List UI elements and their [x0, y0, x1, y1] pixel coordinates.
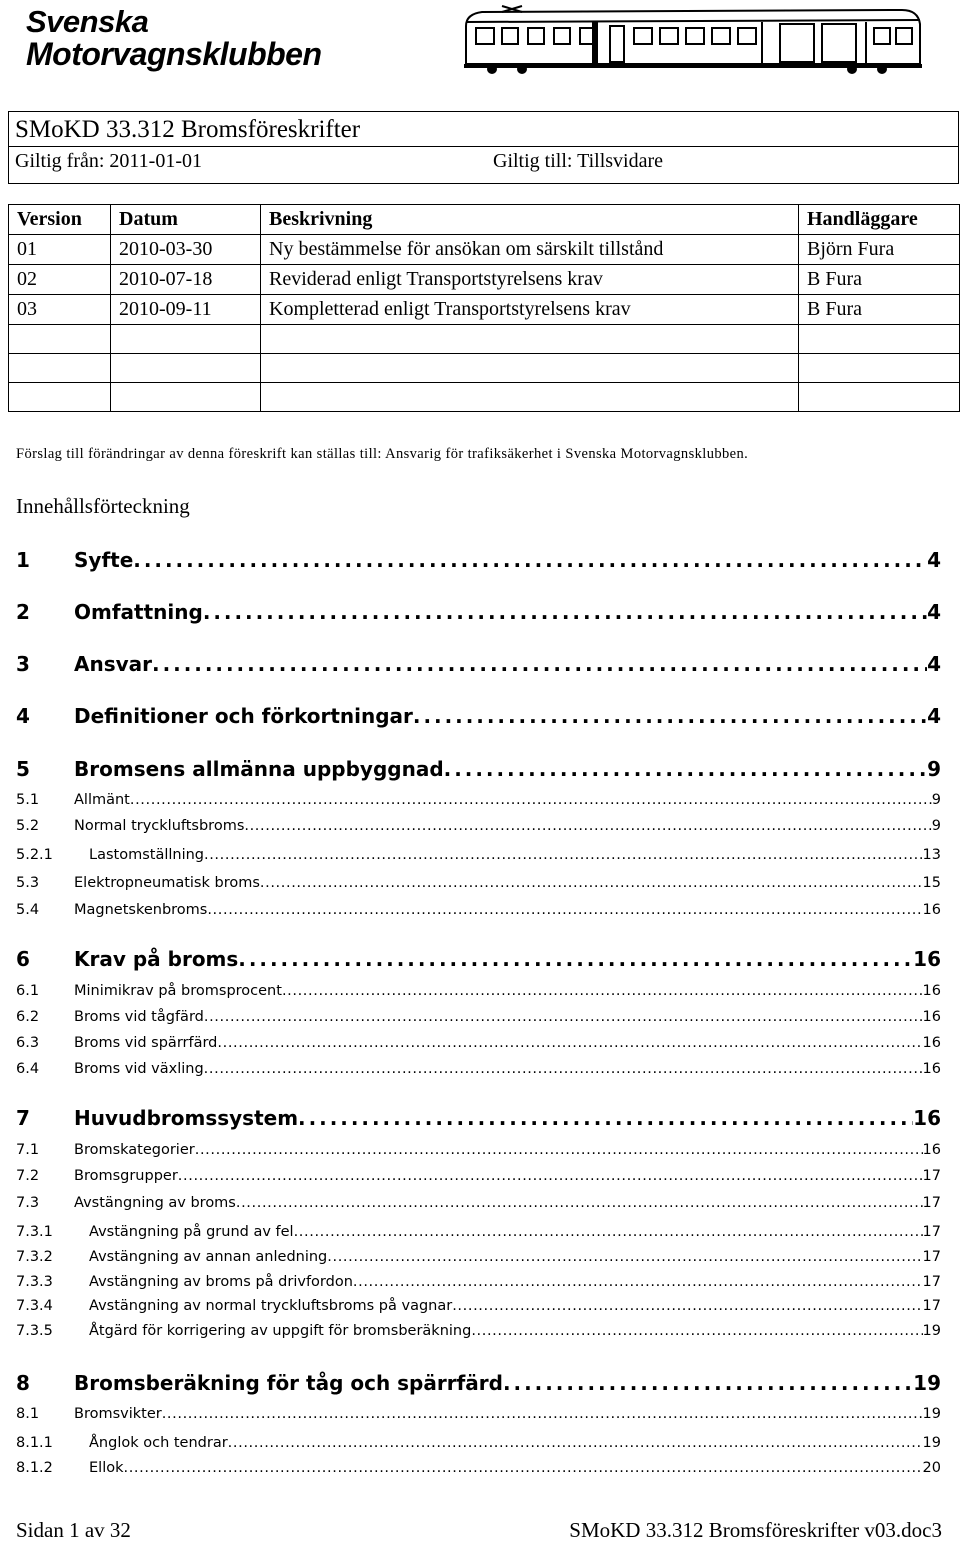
toc-entry[interactable]	[16, 1195, 941, 1215]
toc-dot-leader	[260, 875, 923, 891]
table-row	[9, 265, 960, 295]
footer-page-number: Sidan 1 av 32	[16, 1518, 131, 1542]
toc-entry-title[interactable]: Broms vid växling	[74, 1061, 204, 1077]
toc-entry[interactable]	[16, 1061, 941, 1081]
toc-heading: Innehållsförteckning	[16, 494, 190, 518]
toc-dot-leader	[503, 1371, 913, 1395]
col-header-handler: Handläggare	[799, 205, 960, 235]
toc-entry-number: 3	[16, 652, 30, 676]
toc-entry-title[interactable]: Avstängning av broms	[74, 1195, 236, 1211]
toc-entry-number: 6.2	[16, 1009, 40, 1025]
toc-entry-number: 5.2	[16, 818, 40, 834]
toc-entry[interactable]	[16, 902, 941, 922]
toc-dot-leader	[294, 1224, 923, 1240]
toc-entry-page: 17	[922, 1249, 941, 1265]
table-row-empty	[9, 383, 960, 412]
table-row-empty	[9, 325, 960, 354]
toc-entry-title[interactable]: Avstängning av broms på drivfordon	[89, 1274, 353, 1290]
toc-entry-title[interactable]: Bromsgrupper	[74, 1168, 178, 1184]
cell-handler: B Fura	[799, 265, 960, 295]
logo-line-1: Svenska	[26, 4, 149, 39]
toc-entry-page: 19	[922, 1323, 941, 1339]
header-divider	[9, 146, 958, 147]
toc-dot-leader	[152, 652, 927, 676]
cell-description: Ny bestämmelse för ansökan om särskilt tillstånd	[261, 235, 799, 265]
logo-line-2: Motorvagnsklubben	[26, 36, 322, 72]
toc-entry[interactable]	[16, 1406, 941, 1426]
toc-entry-page: 17	[922, 1298, 941, 1314]
toc-entry-page: 9	[927, 757, 941, 781]
toc-entry-page: 17	[922, 1224, 941, 1240]
toc-entry-number: 2	[16, 600, 30, 624]
toc-entry[interactable]	[16, 847, 941, 867]
toc-entry-number: 7.3	[16, 1195, 40, 1211]
toc-entry-title[interactable]: Avstängning på grund av fel	[89, 1224, 294, 1240]
toc-dot-leader	[444, 757, 927, 781]
toc-dot-leader	[471, 1323, 922, 1339]
toc-entry[interactable]	[16, 1371, 941, 1397]
toc-entry-number: 5.2.1	[16, 847, 53, 863]
change-suggestion-note: Förslag till förändringar av denna föreskrift kan ställas till: Ansvarig för trafiksäkerhet i Svenska Motorvagnsklubben.	[16, 446, 749, 462]
toc-entry-title[interactable]: Syfte	[74, 548, 134, 572]
toc-entry[interactable]	[16, 1298, 941, 1318]
toc-entry-page: 4	[927, 600, 941, 624]
toc-entry-title[interactable]: Åtgärd för korrigering av uppgift för bromsberäkning	[89, 1323, 472, 1339]
toc-dot-leader	[124, 1460, 923, 1476]
cell-date: 2010-09-11	[111, 295, 261, 325]
toc-entry-page: 13	[922, 847, 941, 863]
toc-entry-page: 17	[922, 1195, 941, 1211]
footer-document-name: SMoKD 33.312 Bromsföreskrifter v03.doc3	[569, 1518, 942, 1542]
toc-entry-number: 7	[16, 1106, 30, 1130]
cell-date: 2010-03-30	[111, 235, 261, 265]
toc-dot-leader	[282, 983, 923, 999]
table-row	[9, 235, 960, 265]
col-header-version: Version	[9, 205, 111, 235]
toc-entry-page: 16	[922, 1142, 941, 1158]
valid-from: Giltig från: 2011-01-01	[15, 150, 203, 172]
toc-entry-title[interactable]: Normal tryckluftsbroms	[74, 818, 245, 834]
toc-entry-title[interactable]: Magnetskenbroms	[74, 902, 208, 918]
toc-entry-title[interactable]: Ansvar	[74, 652, 153, 676]
toc-entry[interactable]	[16, 1035, 941, 1055]
version-table-header	[9, 205, 960, 235]
toc-entry-title[interactable]: Krav på broms	[74, 947, 239, 971]
toc-entry-title[interactable]: Bromsvikter	[74, 1406, 162, 1422]
toc-entry-number: 6.4	[16, 1061, 40, 1077]
toc-entry-page: 4	[927, 548, 941, 572]
toc-entry-page: 20	[922, 1460, 941, 1476]
toc-entry-page: 17	[922, 1274, 941, 1290]
cell-description: Reviderad enligt Transportstyrelsens krav	[261, 265, 799, 295]
toc-entry[interactable]	[16, 600, 941, 626]
toc-entry-number: 5.3	[16, 875, 40, 891]
toc-entry-page: 19	[922, 1435, 941, 1451]
valid-to: Giltig till: Tillsvidare	[493, 150, 664, 172]
toc-entry-title[interactable]: Lastomställning	[89, 847, 204, 863]
toc-entry[interactable]	[16, 757, 941, 783]
toc-dot-leader	[353, 1274, 923, 1290]
toc-entry-title[interactable]: Bromsens allmänna uppbyggnad	[74, 757, 444, 781]
toc-entry-page: 16	[922, 1061, 941, 1077]
toc-entry[interactable]	[16, 1460, 941, 1480]
toc-entry-number: 7.3.1	[16, 1224, 53, 1240]
toc-entry-number: 4	[16, 704, 30, 728]
toc-entry[interactable]	[16, 1249, 941, 1269]
toc-entry-title[interactable]: Definitioner och förkortningar	[74, 704, 413, 728]
cell-date: 2010-07-18	[111, 265, 261, 295]
toc-entry[interactable]	[16, 1106, 941, 1132]
toc-entry-number: 7.1	[16, 1142, 40, 1158]
toc-entry-number: 5.1	[16, 792, 40, 808]
toc-dot-leader	[236, 1195, 923, 1211]
toc-dot-leader	[413, 704, 927, 728]
cell-description: Kompletterad enligt Transportstyrelsens krav	[261, 295, 799, 325]
toc-entry-number: 6.1	[16, 983, 40, 999]
toc-entry-number: 6	[16, 947, 30, 971]
toc-entry-number: 8	[16, 1371, 30, 1395]
toc-entry-page: 16	[922, 983, 941, 999]
version-table	[8, 204, 960, 412]
toc-entry-number: 6.3	[16, 1035, 40, 1051]
toc-entry-title[interactable]: Elektropneumatisk broms	[74, 875, 260, 891]
toc-entry-page: 16	[922, 1035, 941, 1051]
toc-entry[interactable]	[16, 1168, 941, 1188]
toc-dot-leader	[244, 818, 931, 834]
cell-handler: B Fura	[799, 295, 960, 325]
toc-entry[interactable]	[16, 1435, 941, 1455]
toc-entry-page: 9	[931, 792, 941, 808]
toc-dot-leader	[327, 1249, 922, 1265]
toc-entry-number: 7.3.3	[16, 1274, 53, 1290]
club-logo	[26, 4, 436, 74]
toc-dot-leader	[207, 902, 922, 918]
cell-version: 02	[9, 265, 111, 295]
toc-entry-title[interactable]: Huvudbromssystem	[74, 1106, 299, 1130]
toc-entry-page: 16	[913, 947, 941, 971]
toc-entry-title[interactable]: Bromsberäkning för tåg och spärrfärd	[74, 1371, 503, 1395]
toc-entry-title[interactable]: Avstängning av annan anledning	[89, 1249, 328, 1265]
toc-entry-number: 8.1	[16, 1406, 40, 1422]
railcar-illustration	[462, 2, 924, 74]
toc-entry[interactable]	[16, 818, 941, 838]
toc-entry-title[interactable]: Minimikrav på bromsprocent	[74, 983, 282, 999]
toc-entry-title[interactable]: Ånglok och tendrar	[89, 1435, 228, 1451]
toc-entry[interactable]	[16, 1323, 941, 1343]
toc-entry[interactable]	[16, 1009, 941, 1029]
toc-entry[interactable]	[16, 792, 941, 812]
toc-entry-number: 7.2	[16, 1168, 40, 1184]
table-row-empty	[9, 354, 960, 383]
toc-entry-number: 7.3.5	[16, 1323, 53, 1339]
toc-entry-title[interactable]: Bromskategorier	[74, 1142, 195, 1158]
toc-entry-number: 5.4	[16, 902, 40, 918]
toc-entry[interactable]	[16, 1142, 941, 1162]
toc-entry-page: 4	[927, 652, 941, 676]
toc-entry-page: 16	[922, 902, 941, 918]
toc-dot-leader	[203, 600, 927, 624]
toc-entry-page: 16	[922, 1009, 941, 1025]
toc-entry-page: 19	[922, 1406, 941, 1422]
toc-dot-leader	[130, 792, 932, 808]
toc-entry-number: 1	[16, 548, 30, 572]
toc-entry[interactable]	[16, 947, 941, 973]
col-header-description: Beskrivning	[261, 205, 799, 235]
toc-entry-title[interactable]: Ellok	[89, 1460, 124, 1476]
toc-dot-leader	[178, 1168, 923, 1184]
toc-entry-title[interactable]: Omfattning	[74, 600, 203, 624]
col-header-date: Datum	[111, 205, 261, 235]
toc-entry[interactable]	[16, 704, 941, 730]
toc-entry-number: 8.1.1	[16, 1435, 53, 1451]
toc-dot-leader	[228, 1435, 923, 1451]
toc-entry[interactable]	[16, 875, 941, 895]
toc-dot-leader	[133, 548, 927, 572]
cell-handler: Björn Fura	[799, 235, 960, 265]
toc-entry-page: 15	[922, 875, 941, 891]
toc-entry[interactable]	[16, 983, 941, 1003]
table-row	[9, 295, 960, 325]
toc-entry-title[interactable]: Avstängning av normal tryckluftsbroms på vagnar	[89, 1298, 453, 1314]
toc-dot-leader	[452, 1298, 922, 1314]
toc-dot-leader	[204, 1061, 923, 1077]
toc-dot-leader	[298, 1106, 913, 1130]
cell-version: 01	[9, 235, 111, 265]
document-title: SMoKD 33.312 Bromsföreskrifter	[15, 116, 361, 143]
toc-dot-leader	[204, 1009, 923, 1025]
toc-dot-leader	[217, 1035, 922, 1051]
toc-entry-title[interactable]: Allmänt	[74, 792, 130, 808]
toc-entry-title[interactable]: Broms vid spärrfärd	[74, 1035, 218, 1051]
toc-entry-number: 5	[16, 757, 30, 781]
document-header-box	[8, 111, 959, 184]
toc-dot-leader	[162, 1406, 923, 1422]
toc-dot-leader	[204, 847, 923, 863]
toc-dot-leader	[238, 947, 913, 971]
toc-entry[interactable]	[16, 548, 941, 574]
toc-entry-number: 7.3.4	[16, 1298, 53, 1314]
toc-entry-page: 19	[913, 1371, 941, 1395]
toc-entry[interactable]	[16, 1224, 941, 1244]
toc-entry-page: 17	[922, 1168, 941, 1184]
toc-entry-number: 8.1.2	[16, 1460, 53, 1476]
toc-entry[interactable]	[16, 1274, 941, 1294]
toc-dot-leader	[195, 1142, 923, 1158]
toc-entry-title[interactable]: Broms vid tågfärd	[74, 1009, 204, 1025]
toc-entry-page: 4	[927, 704, 941, 728]
toc-entry-number: 7.3.2	[16, 1249, 53, 1265]
toc-entry-page: 9	[931, 818, 941, 834]
toc-entry-page: 16	[913, 1106, 941, 1130]
cell-version: 03	[9, 295, 111, 325]
toc-entry[interactable]	[16, 652, 941, 678]
